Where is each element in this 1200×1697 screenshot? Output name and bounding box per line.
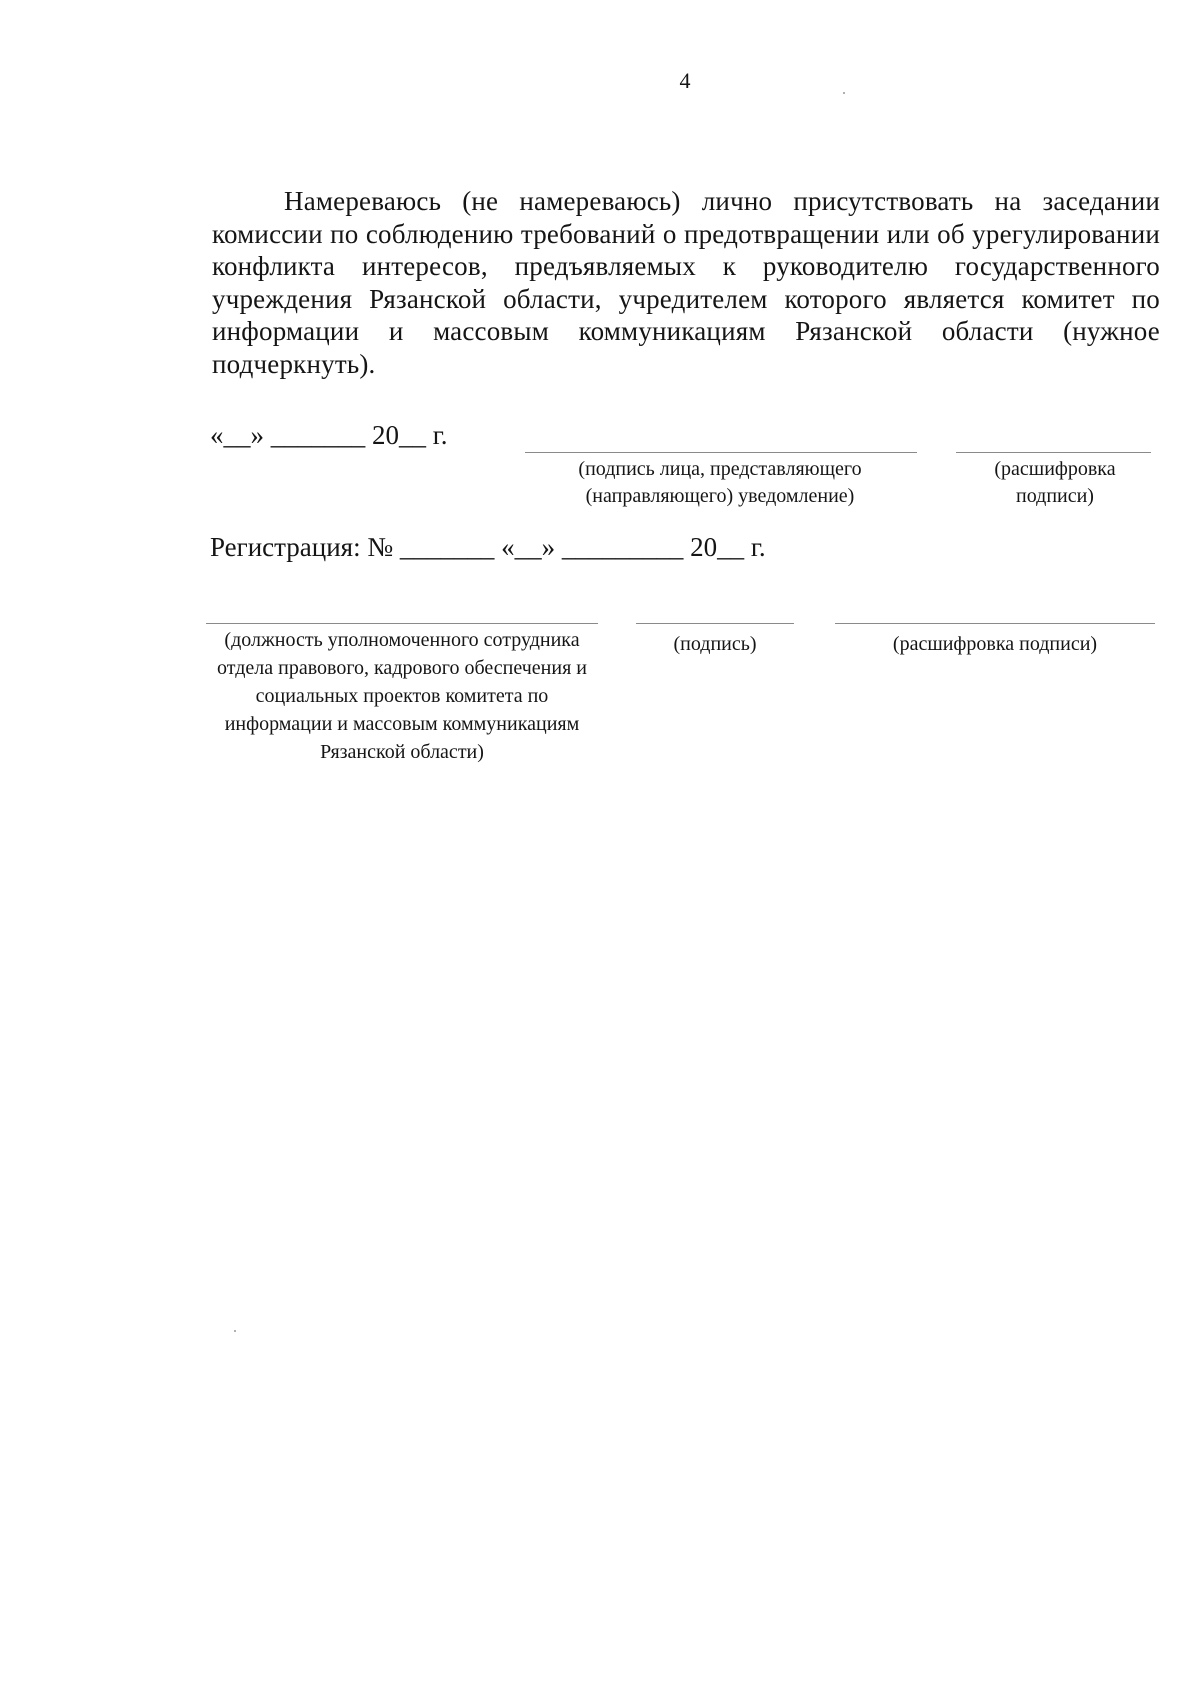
intent-paragraph: Намереваюсь (не намереваюсь) лично присутствовать на заседании комиссии по соблюдению требований о предотвращении или об урегулировании конфликта интересов, предъявляемых к руководителю государственного учреждения Рязанской области, учредителем которого является комитет по информации и массовым коммуникациям Рязанской области (нужное подчеркнуть).	[212, 186, 1160, 379]
registrar-signature-line	[636, 623, 794, 624]
registrar-decoding-caption: (расшифровка подписи)	[892, 633, 1098, 655]
scan-speck	[234, 1330, 236, 1332]
registration-line: Регистрация: № _______ «__» _________ 20__ г.	[210, 532, 766, 562]
notice-decoding-line	[956, 452, 1151, 453]
registrar-position-line	[206, 623, 598, 624]
scan-speck	[843, 92, 845, 94]
notice-signature-line	[525, 452, 917, 453]
registrar-decoding-line	[835, 623, 1155, 624]
registrar-signature-caption: (подпись)	[673, 633, 757, 655]
notice-decoding-caption: (расшифровка подписи)	[994, 458, 1116, 507]
notice-signature-caption: (подпись лица, представляющего (направляющего) уведомление)	[578, 458, 862, 507]
page-number: 4	[679, 68, 691, 93]
registrar-position-caption: (должность уполномоченного сотрудника отдела правового, кадрового обеспечения и социальных проектов комитета по информации и массовым коммуникациям Рязанской области)	[217, 629, 587, 763]
notice-date-line: «__» _______ 20__ г.	[210, 420, 448, 450]
